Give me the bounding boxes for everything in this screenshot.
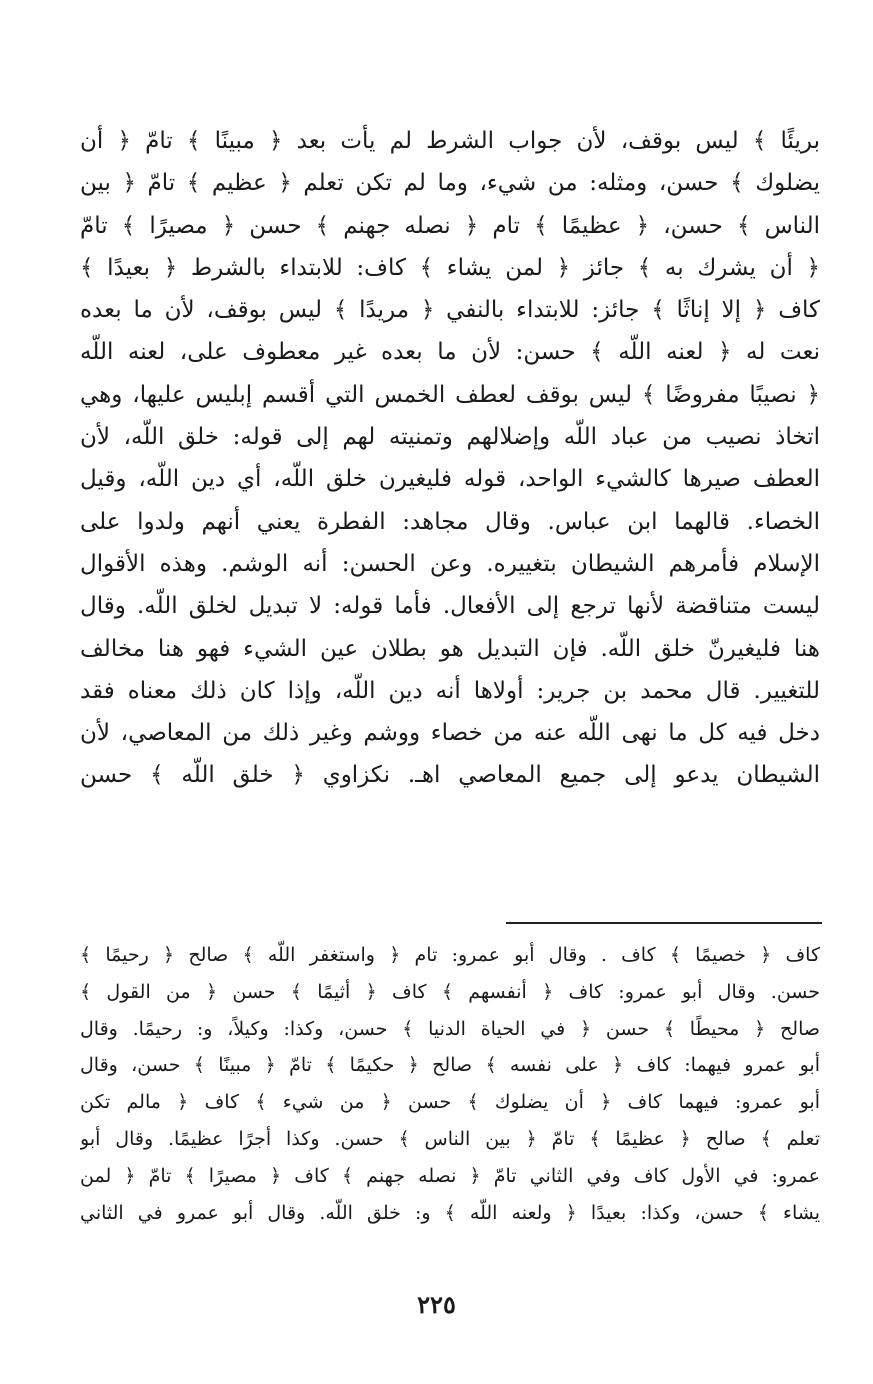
text-line: الشيطان يدعو إلى جميع المعاصي اهـ. نكزاوي ﴿ خلق اللّه ﴾ حسن xyxy=(80,762,820,789)
text-line: ﴿ أن يشرك به ﴾ جائز ﴿ لمن يشاء ﴾ كاف: للابتداء بالشرط ﴿ بعيدًا ﴾ xyxy=(80,254,820,281)
text-line: نعت له ﴿ لعنه اللّه ﴾ حسن: لأن ما بعده غير معطوف على، لعنه اللّه xyxy=(80,339,820,366)
text-line: دخل فيه كل ما نهى اللّه عنه من خصاء ووشم وغير ذلك من المعاصي، لأن xyxy=(80,720,820,747)
footnote-line: عمرو: في الأول كاف وفي الثاني تامّ ﴿ نصله جهنم ﴾ كاف ﴿ مصيرًا ﴾ تامّ ﴿ لمن xyxy=(80,1164,820,1187)
text-line: الإسلام فأمرهم الشيطان بتغييره. وعن الحسن: أنه الوشم. وهذه الأقوال xyxy=(80,550,820,577)
footnotes-section xyxy=(80,937,820,1231)
footnote-line: يشاء ﴾ حسن، وكذا: بعيدًا ﴿ ولعنه اللّه ﴾ و: خلق اللّه. وقال أبو عمرو في الثاني xyxy=(80,1201,820,1224)
footnote-line: أبو عمرو فيهما: كاف ﴿ على نفسه ﴾ صالح ﴿ حكيمًا ﴾ تامّ ﴿ مبينًا ﴾ حسن، وقال xyxy=(80,1054,820,1077)
footnote-divider xyxy=(506,922,822,924)
text-line: ﴿ نصيبًا مفروضًا ﴾ ليس بوقف لعطف الخمس التي أقسم إبليس عليها، وهي xyxy=(80,381,820,408)
text-line: كاف ﴿ إلا إناثًا ﴾ جائز: للابتداء بالنفي ﴿ مريدًا ﴾ ليس بوقف، لأن ما بعده xyxy=(80,297,820,324)
main-text-body xyxy=(80,120,820,797)
text-line: الناس ﴾ حسن، ﴿ عظيمًا ﴾ تام ﴿ نصله جهنم ﴾ حسن ﴿ مصيرًا ﴾ تامّ xyxy=(80,212,820,239)
footnote-line: صالح ﴿ محيطًا ﴾ حسن ﴿ في الحياة الدنيا ﴾ حسن، وكذا: وكيلاً، و: رحيمًا. وقال xyxy=(80,1017,820,1040)
footnote-line: كاف ﴿ خصيمًا ﴾ كاف . وقال أبو عمرو: تام ﴿ واستغفر اللّه ﴾ صالح ﴿ رحيمًا ﴾ xyxy=(80,944,820,966)
text-line: بريئًا ﴾ ليس بوقف، لأن جواب الشرط لم يأت بعد ﴿ مبينًا ﴾ تامّ ﴿ أن xyxy=(80,128,820,154)
text-line: هنا فليغيرنّ خلق اللّه. فإن التبديل هو بطلان عين الشيء فهو هنا مخالف xyxy=(80,635,820,662)
text-line: للتغيير. قال محمد بن جرير: أولاها أنه دين اللّه، وإذا كان ذلك معناه فقد xyxy=(80,677,820,704)
text-line: اتخاذ نصيب من عباد اللّه وإضلالهم وتمنيته لهم إلى قوله: خلق اللّه، لأن xyxy=(80,424,820,451)
page-number: ٢٢٥ xyxy=(417,1290,456,1319)
footnote-line: حسن. وقال أبو عمرو: كاف ﴿ أنفسهم ﴾ كاف ﴿ أثيمًا ﴾ حسن ﴿ من القول ﴾ xyxy=(80,980,820,1003)
footnote-line: أبو عمرو: فيهما كاف ﴿ أن يضلوك ﴾ حسن ﴿ من شيء ﴾ كاف ﴿ مالم تكن xyxy=(80,1091,820,1114)
text-line: العطف صيرها كالشيء الواحد، قوله فليغيرن خلق اللّه، أي دين اللّه، وقيل xyxy=(80,466,820,493)
text-line: يضلوك ﴾ حسن، ومثله: من شيء، وما لم تكن تعلم ﴿ عظيم ﴾ تامّ ﴿ بين xyxy=(80,170,820,197)
text-line: ليست متناقضة لأنها ترجع إلى الأفعال. فأما قوله: لا تبديل لخلق اللّه. وقال xyxy=(80,593,820,620)
footnote-line: تعلم ﴾ صالح ﴿ عظيمًا ﴾ تامّ ﴿ بين الناس ﴾ حسن. وكذا أجرًا عظيمًا. وقال أبو xyxy=(80,1127,820,1150)
text-line: الخصاء. قالهما ابن عباس. وقال مجاهد: الفطرة يعني أنهم ولدوا على xyxy=(80,508,820,535)
